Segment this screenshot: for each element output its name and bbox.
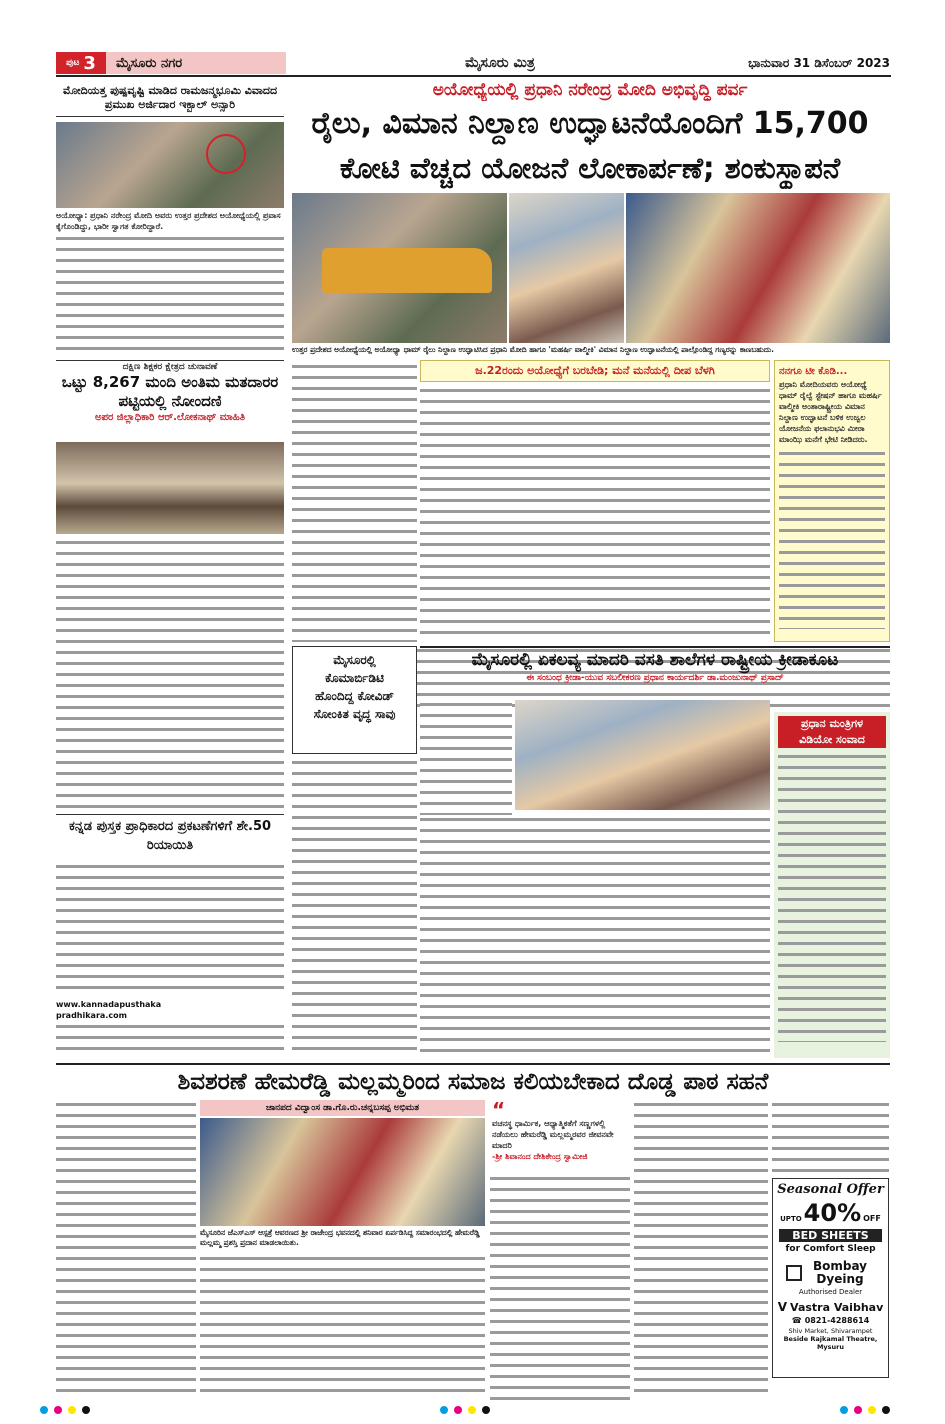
print-registration-marks	[0, 1404, 945, 1418]
ad-authorised: Authorised Dealer	[798, 1288, 863, 1296]
sports-header	[420, 646, 890, 696]
bottom-subhead-box	[200, 1100, 485, 1116]
ad-phone: 0821-4288614	[804, 1316, 870, 1325]
highlight-circle	[206, 134, 246, 174]
kannada-book-body-end	[56, 1022, 284, 1058]
airport-photo	[626, 193, 890, 343]
bottom-body-col4	[634, 1100, 768, 1400]
masthead: ಮೈಸೂರು ಮಿತ್ರ	[465, 55, 535, 71]
black-dot-icon	[482, 1406, 490, 1414]
cyan-dot-icon	[440, 1406, 448, 1414]
covid-body	[292, 758, 417, 1058]
covid-headline-4: ಸೋಂಕಿತ ವೃದ್ಧ ಸಾವು	[313, 707, 396, 721]
side-note-body	[779, 449, 885, 629]
pm-video-box	[774, 712, 890, 1058]
quote-mark-icon: “	[492, 1100, 506, 1122]
ad-brand: Bombay Dyeing	[812, 1259, 868, 1286]
voter-headline: ಒಟ್ಟು 8,267 ಮಂದಿ ಅಂತಿಮ ಮತದಾರರ ಪಟ್ಟಿಯಲ್ಲಿ ನೋಂದಣಿ	[61, 373, 279, 410]
covid-headline-1: ಮೈಸೂರಲ್ಲಿ	[333, 653, 376, 667]
dignitaries-photo	[509, 193, 624, 343]
magenta-dot-icon	[854, 1406, 862, 1414]
yellow-dot-icon	[68, 1406, 76, 1414]
main-kicker: ಅಯೋಧ್ಯೆಯಲ್ಲಿ ಪ್ರಧಾನಿ ನರೇಂದ್ರ ಮೋದಿ ಅಭಿವೃದ್ಧಿ ಪರ್ವ	[432, 80, 748, 100]
left-top-body	[56, 210, 284, 358]
voter-body	[56, 538, 284, 810]
side-note-title: ನನಗೂ ಟೀ ಕೊಡಿ...	[779, 366, 848, 377]
bottom-headline: ಶಿವಶರಣೆ ಹೇಮರೆಡ್ಡಿ ಮಲ್ಲಮ್ಮರಿಂದ ಸಮಾಜ ಕಲಿಯಬೇಕಾದ ದೊಡ್ಡ ಪಾಠ ಸಹನೆ	[56, 1063, 890, 1097]
phone-icon: ☎	[791, 1316, 802, 1325]
pm-video-title-2: ವಿಡಿಯೋ ಸಂವಾದ	[778, 732, 886, 748]
yellow-dot-icon	[468, 1406, 476, 1414]
ad-product: BED SHEETS	[779, 1229, 882, 1242]
left-top-columns	[56, 234, 284, 354]
sports-headline: ಮೈಸೂರಲ್ಲಿ ಏಕಲವ್ಯ ಮಾದರಿ ವಸತಿ ಶಾಲೆಗಳ ರಾಷ್ಟ್ರೀಯ ಕ್ರೀಡಾಕೂಟ	[471, 650, 839, 670]
main-subhead-box	[420, 360, 770, 382]
kannada-book-body	[56, 862, 284, 997]
ad-for: for Comfort Sleep	[785, 1244, 876, 1254]
voter-story-header	[56, 360, 284, 440]
train-shape	[322, 248, 492, 293]
header-rule	[56, 75, 891, 77]
ad-address-1: Shiv Market, Shivarampet	[788, 1327, 873, 1335]
yellow-dot-icon	[868, 1406, 876, 1414]
cyan-dot-icon	[840, 1406, 848, 1414]
ad-dealer: Vastra Vaibhav	[790, 1300, 884, 1314]
ad-upto: UPTO	[780, 1215, 802, 1223]
page-number: 3	[83, 52, 96, 74]
bottom-body-col1	[56, 1100, 196, 1400]
main-subhead: ಜ.22ರಂದು ಅಯೋಧ್ಯೆಗೆ ಬರಬೇಡಿ; ಮನೆ ಮನೆಯಲ್ಲಿ ದೀಪ ಬೆಳಗಿ	[475, 364, 715, 377]
main-headline-1: ರೈಲು, ವಿಮಾನ ನಿಲ್ದಾಣ ಉದ್ಘಾಟನೆಯೊಂದಿಗೆ 15,700	[311, 106, 869, 141]
side-note-intro: ಪ್ರಧಾನಿ ಮೋದಿಯವರು ಅಯೋಧ್ಯೆ ಧಾಮ್ ರೈಲ್ವೆ ಸ್ಟೇಷನ್ ಹಾಗೂ ಮಹರ್ಷಿ ವಾಲ್ಮೀಕಿ ಅಂತಾರಾಷ್ಟ್ರೀಯ ವಿಮಾನ ನಿಲ್ದಾಣ ಉದ್ಘಾಟನೆ ಬಳಿಕ ಉಜ್ವಲ ಯೋಜನೆಯ ಫಲಾನುಭವಿ ಮೀರಾ ಮಾಂಝಿ ಮನೆಗೆ ಭೇಟಿ ನೀಡಿದರು.	[779, 380, 882, 444]
sports-subhead: ಈ ಸಂಬಂಧ ಕ್ರೀಡಾ-ಯುವ ಸಬಲೀಕರಣ ಪ್ರಧಾನ ಕಾರ್ಯದರ್ಶಿ ಡಾ.ಮಂಜುನಾಥ್ ಪ್ರಸಾದ್	[526, 673, 784, 683]
voter-kicker: ದಕ್ಷಿಣ ಶಿಕ್ಷಕರ ಕ್ಷೇತ್ರದ ಚುನಾವಣೆ	[122, 362, 218, 372]
ad-address-2: Beside Rajkamal Theatre, Mysuru	[783, 1335, 878, 1351]
award-photo-caption: ಮೈಸೂರಿನ ಜೆಎಸ್‌ಎಸ್ ಆಸ್ಪತ್ರೆ ಆವರಣದ ಶ್ರೀ ರಾಜೇಂದ್ರ ಭವನದಲ್ಲಿ ಶನಿವಾರ ಏರ್ಪಡಿಸಿದ್ದ ಸಮಾರಂಭದಲ್ಲಿ ಹೇಮರೆಡ್ಡಿ ಮಲ್ಲಮ್ಮ ಪ್ರಶಸ್ತಿ ಪ್ರದಾನ ಮಾಡಲಾಯಿತು.	[200, 1228, 480, 1247]
left-top-headline-box	[56, 80, 284, 120]
page-label: ಪುಟ	[66, 58, 80, 68]
ad-discount: 40%	[803, 1199, 862, 1227]
magenta-dot-icon	[454, 1406, 462, 1414]
sports-meeting-photo	[515, 700, 770, 810]
dateline: ಭಾನುವಾರ 31 ಡಿಸೆಂಬರ್ 2023	[748, 56, 890, 70]
bottom-body-col2	[200, 1254, 485, 1400]
side-note-box	[774, 360, 890, 642]
main-headline-2: ಕೋಟಿ ವೆಚ್ಚದ ಯೋಜನೆ ಲೋಕಾರ್ಪಣೆ; ಶಂಕುಸ್ಥಾಪನೆ	[339, 151, 841, 185]
main-body-col1	[292, 362, 417, 642]
award-photo	[200, 1118, 485, 1226]
train-photo	[292, 193, 507, 343]
kannada-book-headline: ಕನ್ನಡ ಪುಸ್ತಕ ಪ್ರಾಧಿಕಾರದ ಪ್ರಕಟಣೆಗಳಿಗೆ ಶೇ.50 ರಿಯಾಯಿತಿ	[68, 819, 272, 853]
bottom-body-col5	[772, 1100, 889, 1174]
cyan-dot-icon	[40, 1406, 48, 1414]
quote-text: ವಚನಸ್ಥ ಧಾರ್ಮಿಕ, ಆಧ್ಯಾತ್ಮಿಕತೆಗೆ ಸಣ್ಣಗಳಲ್ಲಿ ನಡೆಯಲು ಹೇಮರೆಡ್ಡಿ ಮಲ್ಲಮ್ಮರವರ ಜೀವನವೇ ಮಾದರಿ	[492, 1119, 614, 1150]
bottom-subhead: ಜಾನಪದ ವಿದ್ವಾಂಸ ಡಾ.ಗೊ.ರು.ಚನ್ನಬಸಪ್ಪ ಅಭಿಮತ	[265, 1103, 420, 1113]
voter-photo	[56, 442, 284, 534]
ad-title: Seasonal Offer	[777, 1182, 884, 1197]
quote-author: -ಶ್ರೀ ಶಿವಾನಂದ ದೇಶಿಕೇಂದ್ರ ಸ್ವಾಮೀಜಿ	[492, 1152, 588, 1161]
bedsheet-advert[interactable]	[772, 1178, 889, 1378]
covid-box	[292, 646, 417, 754]
magenta-dot-icon	[54, 1406, 62, 1414]
bottom-body-col3	[490, 1174, 630, 1400]
black-dot-icon	[882, 1406, 890, 1414]
sports-body-col2	[420, 815, 770, 1058]
page-number-badge	[56, 52, 106, 74]
black-dot-icon	[82, 1406, 90, 1414]
ad-off: OFF	[863, 1214, 881, 1223]
left-top-photo	[56, 122, 284, 208]
pm-video-body	[778, 752, 886, 1042]
left-top-intro: ಅಯೋಧ್ಯಾ: ಪ್ರಧಾನಿ ನರೇಂದ್ರ ಮೋದಿ ಅವರು ಉತ್ತರ ಪ್ರದೇಶದ ಅಯೋಧ್ಯೆಯಲ್ಲಿ ಪ್ರವಾಸ ಕೈಗೊಂಡಿದ್ದು, ಭಾರೀ ಸ್ವಾಗತ ಕೋರಿದ್ದಾರೆ.	[56, 211, 281, 231]
kannada-book-website: www.kannadapusthakapradhikara.com	[56, 1000, 162, 1020]
brand-logo-icon	[786, 1265, 802, 1281]
quote-box	[490, 1100, 630, 1170]
covid-headline-3: ಹೊಂದಿದ್ದ ಕೋವಿಡ್	[315, 689, 394, 703]
main-body-col2	[420, 386, 770, 642]
pm-video-title-1: ಪ್ರಧಾನ ಮಂತ್ರಿಗಳ	[778, 716, 886, 732]
left-top-headline: ಮೋದಿಯತ್ತ ಪುಷ್ಪವೃಷ್ಟಿ ಮಾಡಿದ ರಾಮಜನ್ಮಭೂಮಿ ವಿವಾದದ ಪ್ರಮುಖ ಅರ್ಜಿದಾರ ಇಕ್ಬಾಲ್ ಅನ್ಸಾರಿ	[56, 80, 284, 117]
covid-headline-2: ಕೊಮಾರ್ಬಿಡಿಟಿ	[325, 671, 384, 685]
main-photo-caption: ಉತ್ತರ ಪ್ರದೇಶದ ಅಯೋಧ್ಯೆಯಲ್ಲಿ ಅಯೋಧ್ಯಾ ಧಾಮ್ ರೈಲು ನಿಲ್ದಾಣ ಉದ್ಘಾಟಿಸಿದ ಪ್ರಧಾನಿ ಮೋದಿ ಹಾಗೂ 'ಮಹರ್ಷಿ ವಾಲ್ಮೀಕಿ' ವಿಮಾನ ನಿಲ್ದಾಣ ಉದ್ಘಾಟನೆಯಲ್ಲಿ ಪಾಲ್ಗೊಂಡಿದ್ದ ಗಣ್ಯರನ್ನು ಕಾಣಬಹುದು.	[292, 345, 774, 354]
voter-subhead: ಅಪರ ಜಿಲ್ಲಾಧಿಕಾರಿ ಆರ್.ಲೋಕನಾಥ್ ಮಾಹಿತಿ	[95, 412, 245, 423]
section-title: ಮೈಸೂರು ನಗರ	[106, 52, 286, 74]
v-logo-icon: V	[777, 1300, 788, 1314]
kannada-book-header	[56, 814, 284, 858]
